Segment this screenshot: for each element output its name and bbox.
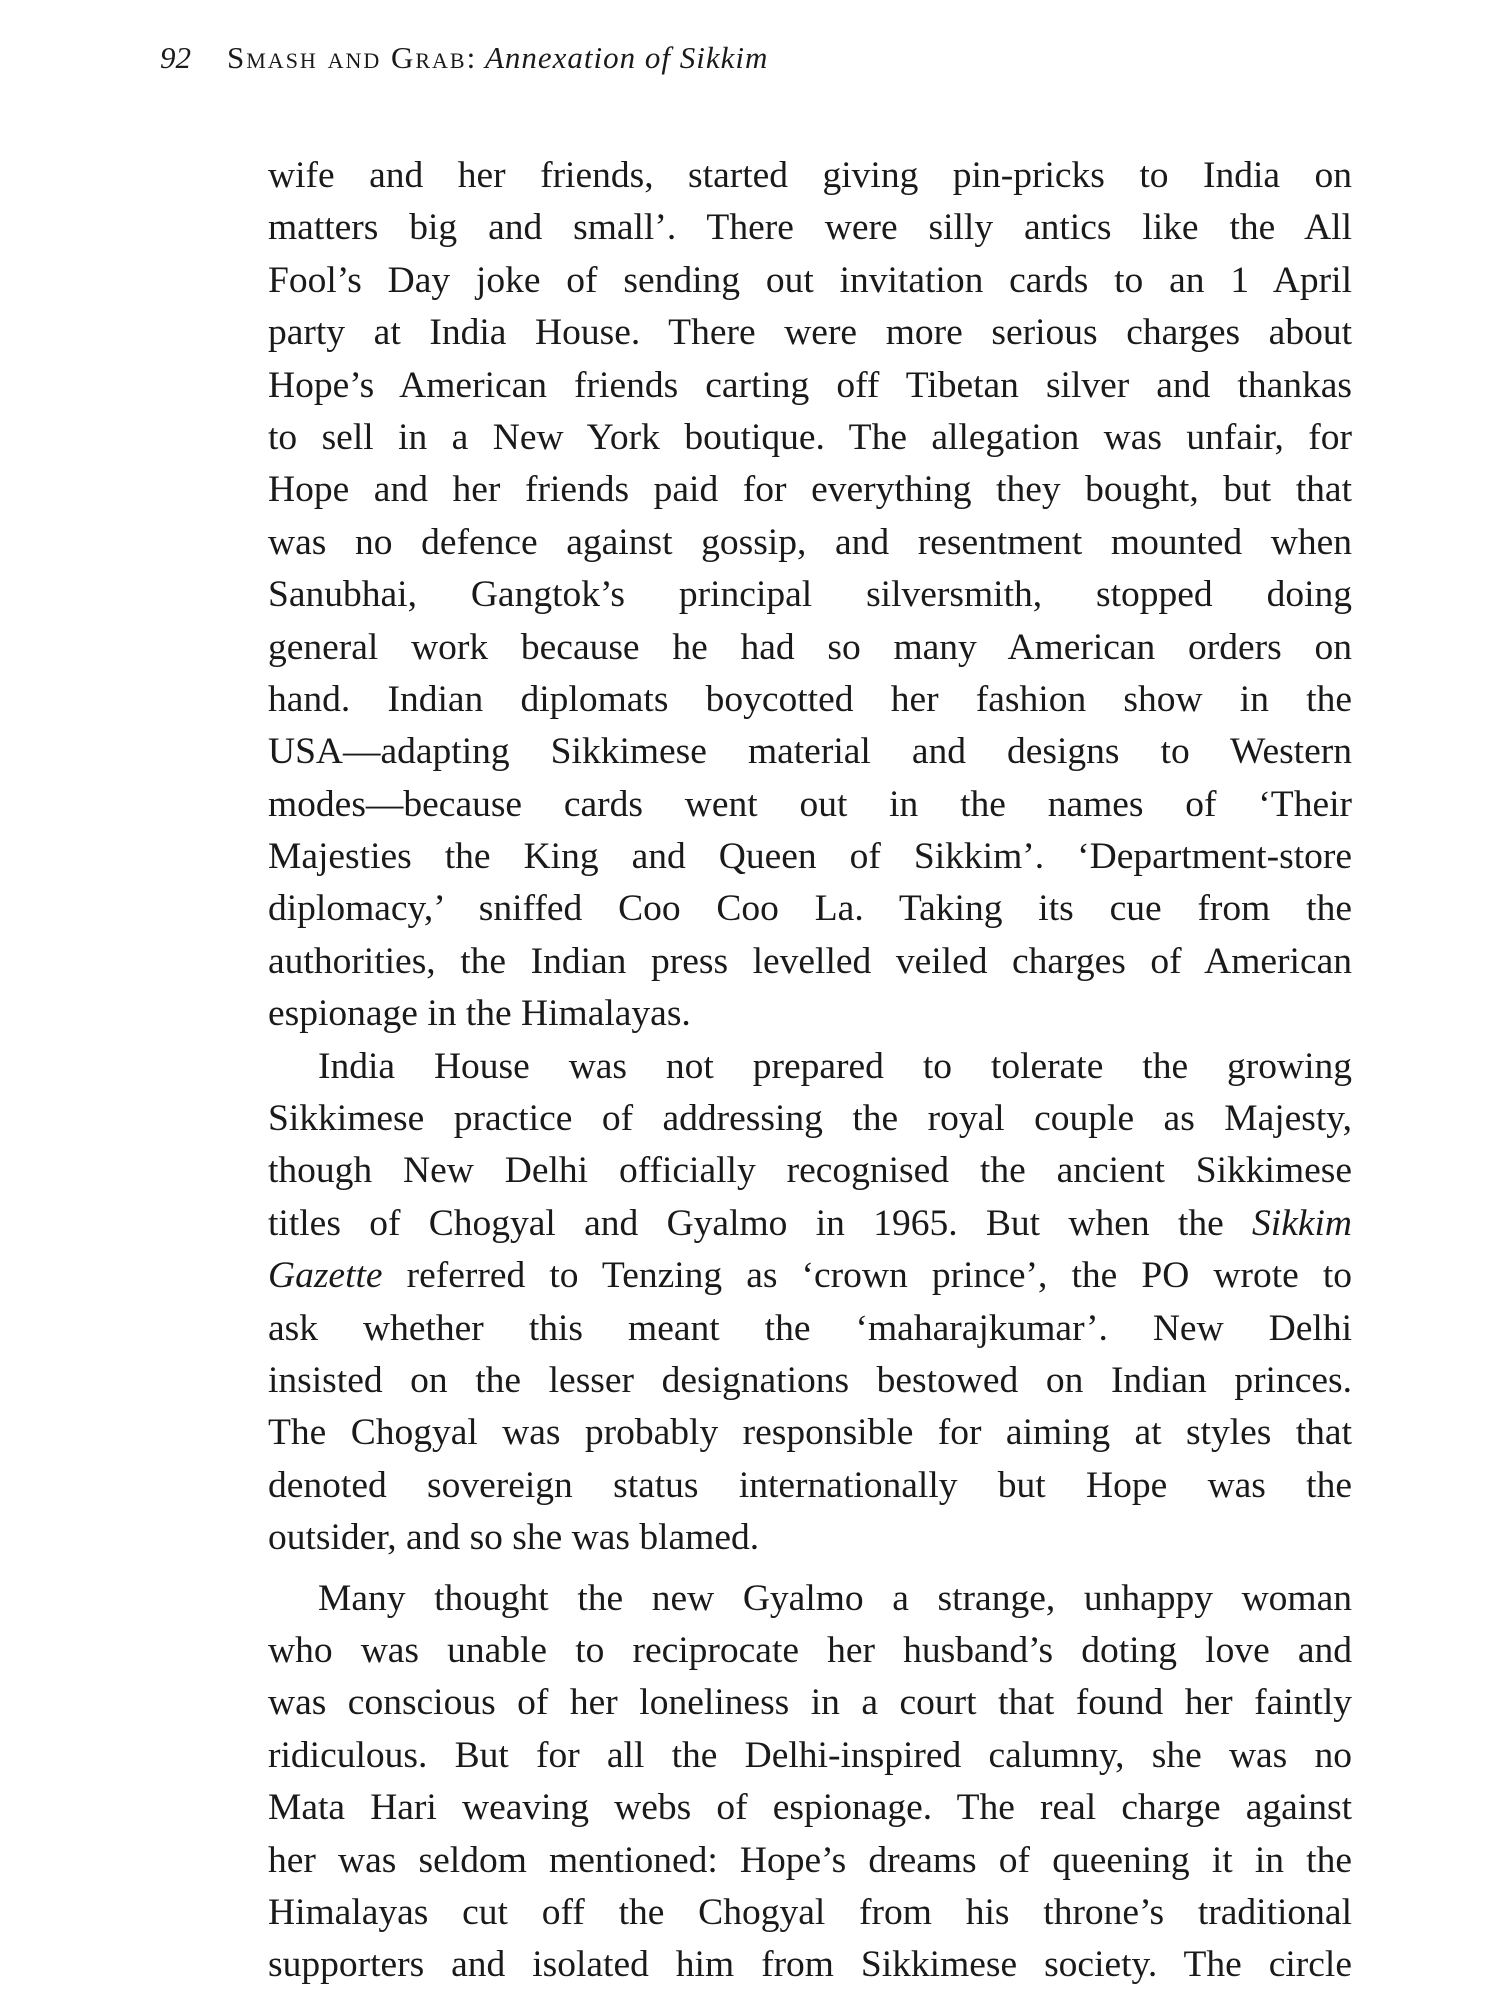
text-line: India House was not prepared to tolerate the growing — [318, 1045, 1352, 1087]
paragraph-2 — [268, 1041, 1352, 1565]
text-line: outsider, and so she was blamed. — [268, 1517, 760, 1559]
text-line: Hope and her friends paid for everything they bought, but that — [268, 469, 1352, 511]
text-line: was no defence against gossip, and resentment mounted when — [268, 521, 1352, 563]
text-line: ridiculous. But for all the Delhi-inspired calumny, she was no — [268, 1734, 1352, 1776]
text-line: titles of Chogyal and Gyalmo in 1965. But when the Sikkim — [268, 1202, 1352, 1244]
text-line: espionage in the Himalayas. — [268, 993, 691, 1035]
page-number: 92 — [160, 40, 191, 75]
text-line: diplomacy,’ sniffed Coo Coo La. Taking its cue from the — [268, 888, 1352, 930]
text-line: Sanubhai, Gangtok’s principal silversmith, stopped doing — [268, 574, 1352, 616]
text-line: was conscious of her loneliness in a court that found her faintly — [268, 1682, 1352, 1724]
text-line: Fool’s Day joke of sending out invitation cards to an 1 April — [268, 259, 1352, 301]
text-line: insisted on the lesser designations bestowed on Indian princes. — [268, 1359, 1352, 1401]
text-line: Hope’s American friends carting off Tibetan silver and thankas — [268, 364, 1352, 406]
text-line: general work because he had so many American orders on — [268, 626, 1352, 668]
text-line: Gazette referred to Tenzing as ‘crown prince’, the PO wrote to — [268, 1255, 1352, 1297]
text-line: ask whether this meant the ‘maharajkumar’. New Delhi — [268, 1307, 1352, 1349]
text-line: modes—because cards went out in the names of ‘Their — [268, 783, 1352, 825]
publication-title: Sikkim — [1252, 1202, 1352, 1244]
text-line: Mata Hari weaving webs of espionage. The real charge against — [268, 1787, 1352, 1829]
paragraph-1 — [268, 150, 1352, 1041]
text-line: authorities, the Indian press levelled veiled charges of American — [268, 940, 1352, 982]
running-head-title: Smash and Grab: — [227, 40, 478, 75]
text-line: Many thought the new Gyalmo a strange, unhappy woman — [318, 1577, 1352, 1619]
text-line: denoted sovereign status internationally but Hope was the — [268, 1464, 1352, 1506]
publication-title: Gazette — [268, 1255, 383, 1297]
text-line: Majesties the King and Queen of Sikkim’. ‘Department-store — [268, 836, 1352, 878]
body-text — [268, 150, 1352, 1992]
text-line: Sikkimese practice of addressing the royal couple as Majesty, — [268, 1098, 1352, 1140]
text-line: party at India House. There were more serious charges about — [268, 312, 1352, 354]
text-line: The Chogyal was probably responsible for aiming at styles that — [268, 1412, 1352, 1454]
text-line: though New Delhi officially recognised the ancient Sikkimese — [268, 1150, 1352, 1192]
text-line: her was seldom mentioned: Hope’s dreams of queening it in the — [268, 1839, 1352, 1881]
paragraph-gap — [268, 1565, 1352, 1573]
text-line: USA—adapting Sikkimese material and designs to Western — [268, 731, 1352, 773]
paragraph-3 — [268, 1573, 1352, 1992]
text-line: matters big and small’. There were silly antics like the All — [268, 207, 1352, 249]
text-line: supporters and isolated him from Sikkimese society. The circle — [268, 1944, 1352, 1986]
running-head — [160, 38, 1360, 78]
text-line: Himalayas cut off the Chogyal from his throne’s traditional — [268, 1891, 1352, 1933]
text-line: to sell in a New York boutique. The allegation was unfair, for — [268, 416, 1352, 458]
text-line: hand. Indian diplomats boycotted her fashion show in the — [268, 678, 1352, 720]
text-line: who was unable to reciprocate her husband’s doting love and — [268, 1629, 1352, 1671]
running-head-subtitle: Annexation of Sikkim — [484, 40, 769, 75]
text-line: wife and her friends, started giving pin-pricks to India on — [268, 155, 1352, 196]
